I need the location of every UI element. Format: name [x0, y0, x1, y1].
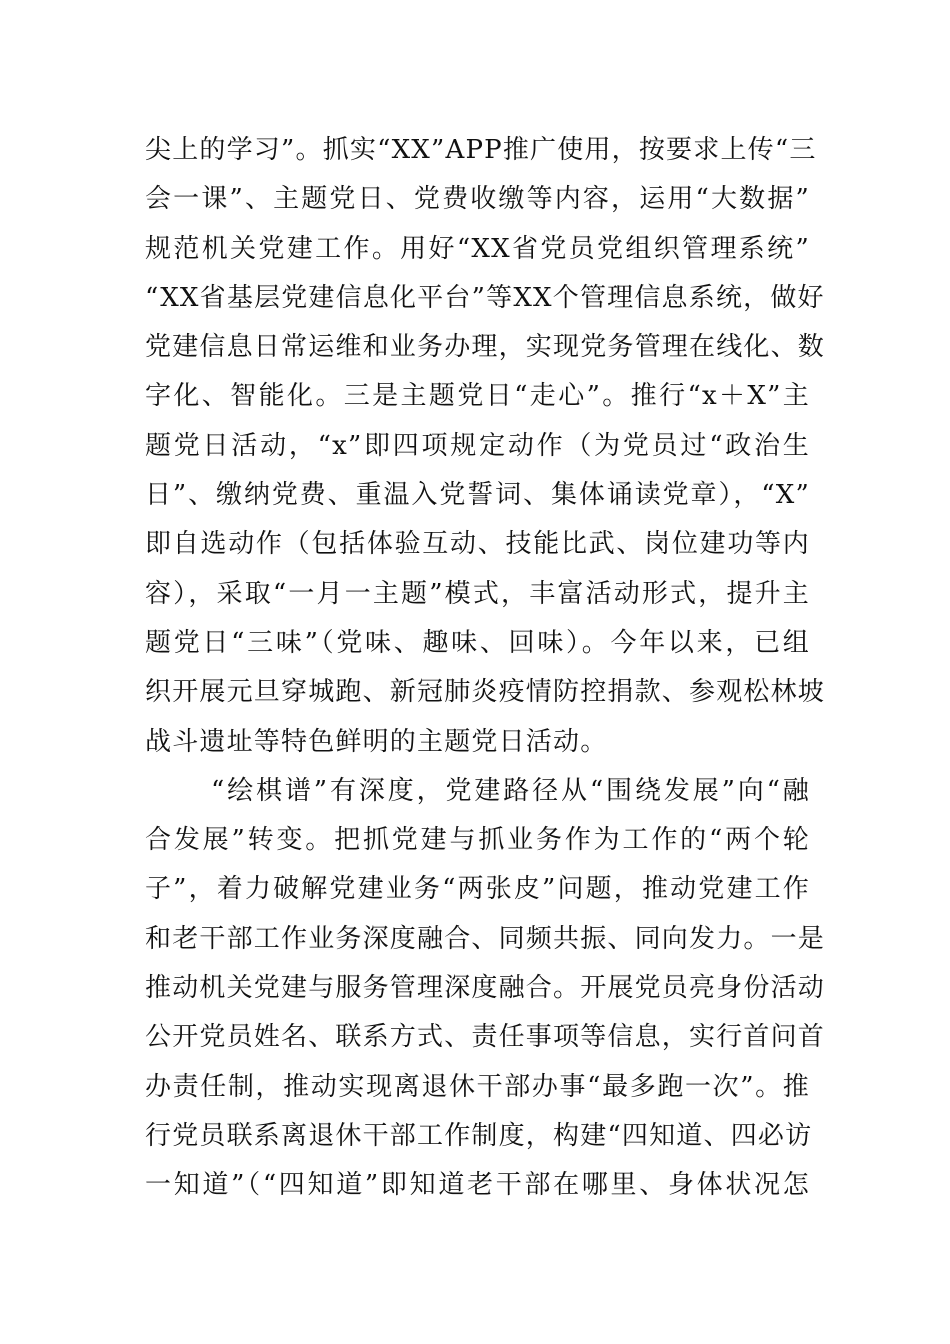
- text-line: 题党日“三味”（党味、趣味、回味）。今年以来，已组: [145, 627, 810, 658]
- text-line: 规范机关党建工作。用好“XX省党员党组织管理系统”: [145, 233, 810, 264]
- text-line: 尖上的学习”。抓实“XX”APP推广使用，按要求上传“三: [145, 135, 817, 165]
- text-line: 即自选动作（包括体验互动、技能比武、岗位建功等内: [145, 529, 810, 560]
- document-body: [145, 126, 826, 1211]
- text-line: 公开党员姓名、联系方式、责任事项等信息，实行首问首: [145, 1022, 826, 1053]
- paragraph-end-line: 战斗遗址等特色鲜明的主题党日活动。: [145, 726, 608, 757]
- text-line: 日”、缴纳党费、重温入党誓词、集体诵读党章），“X”: [145, 480, 810, 511]
- text-line: 党建信息日常运维和业务办理，实现党务管理在线化、数: [145, 332, 826, 363]
- text-line: 织开展元旦穿城跑、新冠肺炎疫情防控捐款、参观松林坡: [145, 677, 826, 708]
- text-line: 合发展”转变。把抓党建与抓业务作为工作的“两个轮: [145, 825, 810, 856]
- text-line: 容），采取“一月一主题”模式，丰富活动形式，提升主: [145, 578, 810, 609]
- text-line: 题党日活动，“x”即四项规定动作（为党员过“政治生: [145, 430, 810, 461]
- paragraph-start-line: “绘棋谱”有深度，党建路径从“围绕发展”向“融: [211, 775, 810, 806]
- text-line: 推动机关党建与服务管理深度融合。开展党员亮身份活动: [145, 973, 826, 1004]
- text-line: 子”，着力破解党建业务“两张皮”问题，推动党建工作: [145, 874, 810, 905]
- text-line: 办责任制，推动实现离退休干部办事“最多跑一次”。推: [145, 1071, 810, 1102]
- text-line: “XX省基层党建信息化平台”等XX个管理信息系统，做好: [145, 282, 825, 313]
- text-line: 字化、智能化。三是主题党日“走心”。推行“x＋X”主: [145, 381, 810, 412]
- text-line: 行党员联系离退休干部工作制度，构建“四知道、四必访: [145, 1120, 813, 1151]
- text-line: 一知道”（“四知道”即知道老干部在哪里、身体状况怎: [145, 1170, 810, 1201]
- text-line: 和老干部工作业务深度融合、同频共振、同向发力。一是: [145, 923, 826, 954]
- text-line: 会一课”、主题党日、党费收缴等内容，运用“大数据”: [145, 184, 810, 215]
